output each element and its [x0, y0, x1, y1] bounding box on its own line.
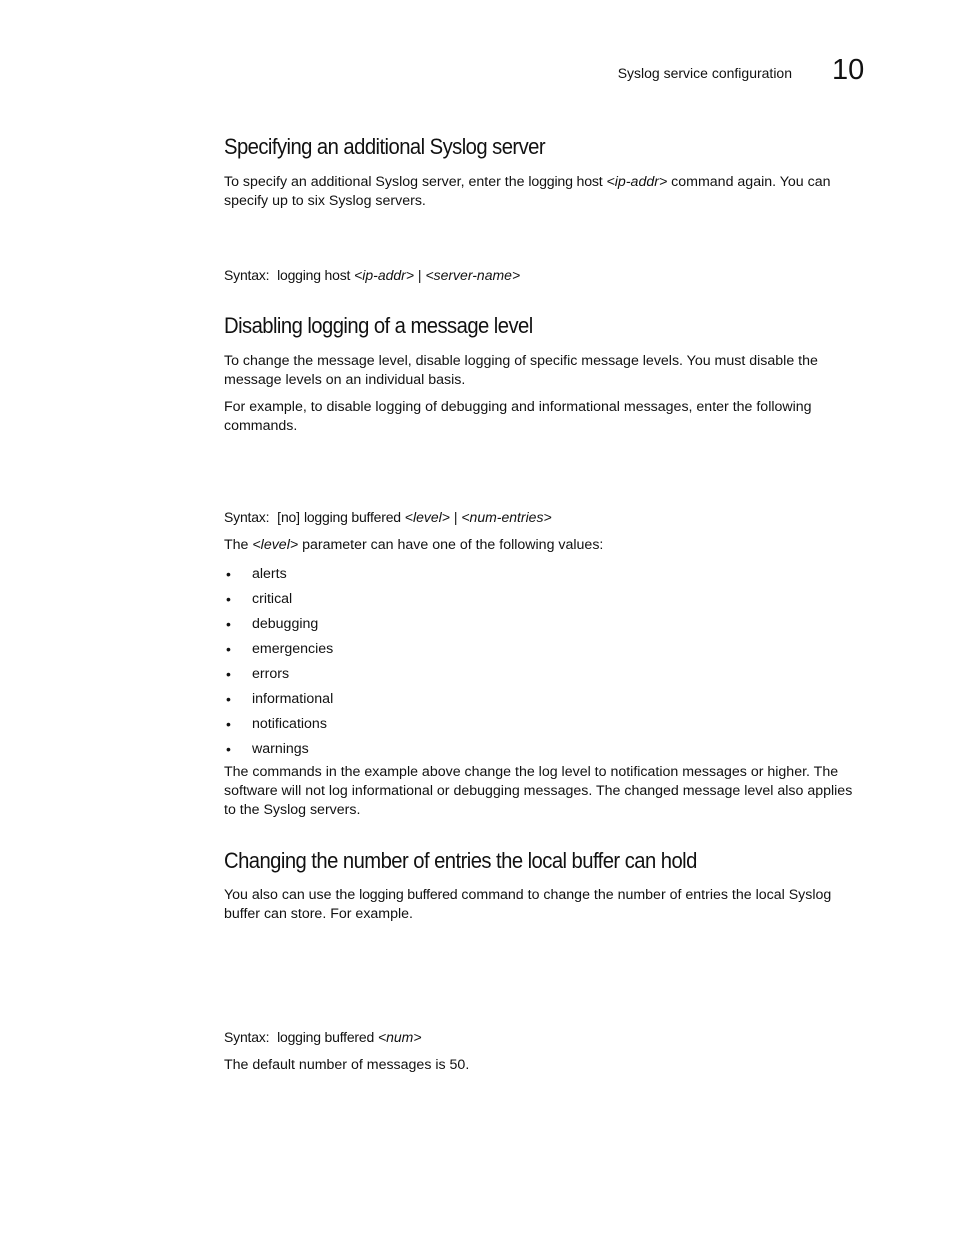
command-keyword: logging buffered: [359, 887, 458, 903]
parameter: <ip-addr>: [354, 267, 415, 283]
parameter: <ip-addr>: [606, 174, 668, 190]
parameter: <server-name>: [425, 267, 521, 283]
level-values-list: [224, 562, 333, 762]
section-heading-disabling-logging: Disabling logging of a message level: [224, 313, 533, 338]
command-keyword: logging buffered: [277, 1029, 375, 1045]
bullet-icon: •: [226, 591, 231, 607]
running-header-title: Syslog service configuration: [617, 65, 792, 81]
command-keyword: logging buffered: [303, 509, 401, 525]
list-item: • notifications: [224, 712, 333, 737]
bullet-icon: •: [226, 566, 231, 582]
list-item: • warnings: [224, 737, 333, 762]
list-item: • alerts: [224, 562, 333, 587]
command-keyword: logging host: [277, 267, 351, 283]
paragraph: The default number of messages is 50.: [224, 1057, 470, 1073]
list-item: • debugging: [224, 612, 333, 637]
parameter: <level>: [404, 509, 450, 525]
bullet-icon: •: [226, 616, 231, 632]
chapter-number: 10: [832, 54, 865, 86]
paragraph: To specify an additional Syslog server, enter the logging host <ip-addr> command again. You can specify up to six Syslog servers.: [224, 174, 831, 209]
bullet-icon: •: [226, 641, 231, 657]
paragraph: For example, to disable logging of debugging and informational messages, enter the following commands.: [224, 399, 812, 434]
section-heading-buffer-entries: Changing the number of entries the local buffer can hold: [224, 848, 697, 873]
paragraph: The commands in the example above change the log level to notification messages or higher. The software will not log informational or debugging messages. The changed message level also applies to the Syslog servers.: [224, 764, 853, 818]
syntax-line: Syntax: logging host <ip-addr> | <server-name>: [224, 267, 521, 283]
syntax-line: Syntax: logging buffered <num>: [224, 1029, 422, 1045]
parameter: <level>: [252, 537, 299, 553]
bullet-icon: •: [226, 716, 231, 732]
paragraph: The <level> parameter can have one of the following values:: [224, 537, 604, 553]
command-keyword: logging host: [528, 174, 603, 190]
paragraph: You also can use the logging buffered command to change the number of entries the local Syslog buffer can store. For example.: [224, 887, 832, 922]
parameter: <num>: [377, 1029, 422, 1045]
section-heading-additional-syslog-server: Specifying an additional Syslog server: [224, 134, 546, 159]
list-item: • informational: [224, 687, 333, 712]
parameter: <num-entries>: [461, 509, 552, 525]
bullet-icon: •: [226, 691, 231, 707]
paragraph: To change the message level, disable logging of specific message levels. You must disable the message levels on an individual basis.: [224, 353, 818, 388]
syntax-line: Syntax: [no] logging buffered <level> | <num-entries>: [224, 509, 552, 525]
bullet-icon: •: [226, 666, 231, 682]
list-item: • emergencies: [224, 637, 333, 662]
list-item: • critical: [224, 587, 333, 612]
list-item: • errors: [224, 662, 333, 687]
bullet-icon: •: [226, 741, 231, 757]
